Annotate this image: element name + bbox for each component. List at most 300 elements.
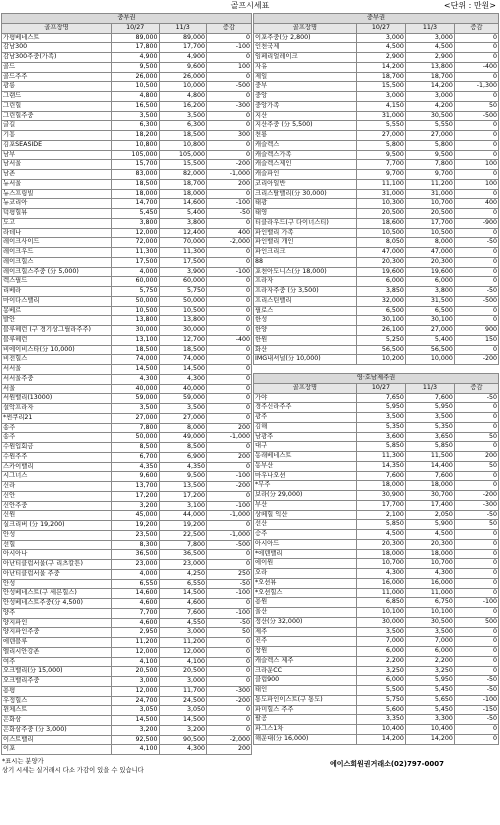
course-name: 크리스탈밸리(分 30,000) [254, 189, 357, 199]
table-row [254, 82, 499, 92]
table-row [2, 374, 252, 384]
price-1027: 11,300 [356, 452, 405, 462]
price-change: 0 [454, 140, 498, 150]
table-row [2, 179, 252, 189]
price-1027: 18,500 [112, 179, 160, 189]
price-1027: 7,600 [356, 471, 405, 481]
course-name: 마이다스밸리 [2, 296, 112, 306]
price-1027: 18,500 [112, 345, 160, 355]
course-name: 광주 [254, 413, 357, 423]
price-1027: 3,350 [356, 715, 405, 725]
price-1027: 14,600 [112, 589, 160, 599]
course-name: 남촌 [2, 170, 112, 180]
price-113: 3,900 [159, 267, 207, 277]
course-name: 파인밸리 가족 [254, 228, 357, 238]
column-header: 골프장명 [2, 23, 112, 33]
course-name: 남부 [2, 150, 112, 160]
price-113: 14,600 [159, 199, 207, 209]
price-1027: 11,200 [112, 638, 160, 648]
price-change: -1,000 [207, 433, 252, 443]
price-1027: 5,550 [356, 121, 405, 131]
price-113: 27,000 [405, 326, 454, 336]
table-row [2, 608, 252, 618]
course-name: 이스트밸리 [2, 735, 112, 745]
price-change: 50 [454, 520, 498, 530]
price-1027: 4,350 [112, 462, 160, 472]
price-1027: 4,300 [356, 569, 405, 579]
table-row [254, 277, 499, 287]
price-113: 14,500 [159, 589, 207, 599]
price-change: -50 [454, 686, 498, 696]
table-row [2, 199, 252, 209]
price-change: -50 [454, 510, 498, 520]
price-113: 2,050 [405, 510, 454, 520]
price-1027: 5,850 [356, 442, 405, 452]
table-row [2, 735, 252, 745]
price-change: 50 [454, 432, 498, 442]
course-name: 서서울 [2, 365, 112, 375]
price-113: 11,200 [405, 179, 454, 189]
price-change: 0 [454, 559, 498, 569]
table-row [2, 716, 252, 726]
price-1027: 14,200 [356, 62, 405, 72]
section-title: 영·호남제주권 [254, 374, 499, 384]
course-name: 용원 [254, 598, 357, 608]
price-113: 36,500 [159, 550, 207, 560]
price-113: 16,200 [159, 101, 207, 111]
table-row [2, 131, 252, 141]
price-change: -100 [454, 598, 498, 608]
course-name: 한원 [254, 335, 357, 345]
price-change: 0 [207, 355, 252, 365]
price-113: 50,000 [159, 296, 207, 306]
price-1027: 3,500 [356, 627, 405, 637]
price-1027: 4,500 [356, 43, 405, 53]
table-row [2, 462, 252, 472]
price-113: 17,200 [159, 491, 207, 501]
price-change: 0 [207, 413, 252, 423]
course-name: 감남300주중(가족) [2, 53, 112, 63]
price-change: 0 [454, 666, 498, 676]
price-1027: 19,200 [112, 521, 160, 531]
course-name: 은화삼 [2, 716, 112, 726]
price-113: 10,500 [405, 228, 454, 238]
price-change: 0 [207, 72, 252, 82]
price-1027: 56,500 [356, 345, 405, 355]
price-1027: 5,350 [356, 422, 405, 432]
course-name: 임페리얼레이크 [254, 53, 357, 63]
table-row [254, 355, 499, 365]
table-row [254, 335, 499, 345]
course-name: 그린힐주중 [2, 111, 112, 121]
table-row [254, 432, 499, 442]
price-113: 4,600 [159, 599, 207, 609]
price-change: 250 [207, 569, 252, 579]
price-change: 0 [207, 667, 252, 677]
price-113: 6,000 [405, 647, 454, 657]
price-113: 17,700 [159, 43, 207, 53]
price-change: -100 [207, 199, 252, 209]
table-row [254, 559, 499, 569]
price-change: 0 [207, 345, 252, 355]
price-1027: 59,000 [112, 394, 160, 404]
course-name: 제주 [254, 627, 357, 637]
price-113: 5,400 [405, 335, 454, 345]
course-name: 골드주주 [2, 72, 112, 82]
price-change: -200 [454, 491, 498, 501]
price-113: 56,500 [405, 345, 454, 355]
table-row [2, 696, 252, 706]
table-row [2, 569, 252, 579]
price-1027: 18,600 [356, 218, 405, 228]
table-row [254, 578, 499, 588]
price-1027: 18,000 [356, 549, 405, 559]
course-name: 화산 [254, 345, 357, 355]
price-change: -1,000 [207, 530, 252, 540]
table-row [2, 306, 252, 316]
price-1027: 6,300 [112, 121, 160, 131]
price-113: 105,000 [159, 150, 207, 160]
price-1027: 3,200 [112, 725, 160, 735]
price-1027: 6,000 [356, 277, 405, 287]
table-row [254, 238, 499, 248]
table-row [254, 500, 499, 510]
column-header: 증감 [454, 383, 498, 393]
price-1027: 13,700 [112, 482, 160, 492]
price-1027: 18,700 [356, 72, 405, 82]
price-113: 23,000 [159, 560, 207, 570]
price-113: 13,800 [159, 316, 207, 326]
course-name: 자유 [254, 62, 357, 72]
course-name: 골드 [2, 62, 112, 72]
price-change: 0 [454, 209, 498, 219]
course-name: 그랜드 [2, 92, 112, 102]
price-change: 0 [454, 53, 498, 63]
price-113: 82,000 [159, 170, 207, 180]
price-113: 30,700 [405, 491, 454, 501]
course-name: 설악프라자 [2, 404, 112, 414]
table-row [254, 92, 499, 102]
price-1027: 45,000 [112, 511, 160, 521]
column-header-row [2, 23, 252, 33]
price-change: 300 [207, 131, 252, 141]
price-change: 0 [454, 608, 498, 618]
course-name: 파인크리크 [254, 248, 357, 258]
price-1027: 105,000 [112, 150, 160, 160]
page-title: 골프시세표 [230, 1, 270, 10]
price-113: 5,850 [405, 442, 454, 452]
price-113: 14,500 [159, 716, 207, 726]
price-113: 3,800 [159, 218, 207, 228]
price-1027: 31,000 [356, 189, 405, 199]
price-change: 0 [454, 121, 498, 131]
table-row [254, 442, 499, 452]
price-113: 20,500 [405, 209, 454, 219]
price-change: -100 [207, 608, 252, 618]
table-row [254, 695, 499, 705]
price-1027: 8,500 [112, 443, 160, 453]
table-row [2, 404, 252, 414]
course-name: 캐슬렉스 제주 [254, 656, 357, 666]
price-113: 5,450 [405, 686, 454, 696]
price-change: 0 [454, 725, 498, 735]
price-1027: 9,500 [112, 62, 160, 72]
price-1027: 20,500 [356, 209, 405, 219]
table-row [254, 267, 499, 277]
price-change: -100 [207, 43, 252, 53]
price-113: 18,500 [159, 345, 207, 355]
price-1027: 10,500 [112, 306, 160, 316]
table-row [2, 277, 252, 287]
course-name: 실크리버 (分 19,200) [2, 521, 112, 531]
course-name: 선산 [254, 520, 357, 530]
course-name: 안성베네스트(구 세븐힐스) [2, 589, 112, 599]
price-113: 9,700 [405, 170, 454, 180]
price-change: 0 [454, 549, 498, 559]
table-row [254, 422, 499, 432]
course-name: 뉴스프링빌 [2, 189, 112, 199]
price-113: 18,500 [159, 131, 207, 141]
price-113: 8,500 [159, 443, 207, 453]
course-name: *오션뷰 [254, 578, 357, 588]
price-1027: 9,700 [356, 170, 405, 180]
course-name: 경주신라주주 [254, 403, 357, 413]
price-1027: 6,500 [356, 306, 405, 316]
course-name: 동래베네스트 [254, 452, 357, 462]
price-change: -200 [207, 160, 252, 170]
course-name: 88 [254, 257, 357, 267]
table-row [254, 53, 499, 63]
price-1027: 5,850 [356, 520, 405, 530]
price-change: -2,000 [207, 735, 252, 745]
course-name: 윈체스트 [2, 706, 112, 716]
course-name: *썬쿠리21 [2, 413, 112, 423]
table-row [254, 140, 499, 150]
price-1027: 30,000 [356, 617, 405, 627]
table-row [254, 345, 499, 355]
price-113: 11,700 [159, 686, 207, 696]
course-name: 기흥 [2, 131, 112, 141]
price-113: 2,200 [405, 656, 454, 666]
table-row [2, 355, 252, 365]
price-1027: 31,000 [356, 111, 405, 121]
course-name: 부산 [254, 500, 357, 510]
table-row [2, 579, 252, 589]
course-name: 라데나 [2, 228, 112, 238]
price-1027: 30,100 [356, 316, 405, 326]
price-113: 3,200 [159, 725, 207, 735]
table-row [254, 189, 499, 199]
price-change: 0 [454, 422, 498, 432]
price-1027: 40,000 [112, 384, 160, 394]
price-change: 500 [454, 617, 498, 627]
course-name: 프라자 [254, 277, 357, 287]
price-113: 4,300 [405, 569, 454, 579]
table-row [2, 384, 252, 394]
price-1027: 30,900 [356, 491, 405, 501]
price-1027: 26,000 [112, 72, 160, 82]
table-row [2, 365, 252, 375]
price-1027: 18,200 [112, 131, 160, 141]
course-name: 수원주주 [2, 452, 112, 462]
course-name: 용평 [2, 686, 112, 696]
section-gap [254, 365, 499, 374]
course-name: 시그너스 [2, 472, 112, 482]
table-row [254, 471, 499, 481]
table-row [2, 491, 252, 501]
price-113: 8,000 [405, 238, 454, 248]
price-change: -100 [207, 501, 252, 511]
price-1027: 18,000 [356, 481, 405, 491]
price-1027: 5,800 [356, 140, 405, 150]
table-row [2, 599, 252, 609]
course-name: 해운대(分 16,000) [254, 734, 357, 744]
price-113: 60,000 [159, 277, 207, 287]
price-change: -50 [207, 209, 252, 219]
course-name: 뉴서울 [2, 179, 112, 189]
table-row [254, 209, 499, 219]
price-1027: 6,000 [356, 676, 405, 686]
table-row [2, 140, 252, 150]
price-change: 0 [207, 560, 252, 570]
price-1027: 3,250 [356, 666, 405, 676]
course-name: 송추 [2, 423, 112, 433]
course-name: *무주 [254, 481, 357, 491]
price-change: -50 [207, 579, 252, 589]
price-change: -200 [207, 696, 252, 706]
footnote-presale: *표시는 분양가 [2, 758, 44, 765]
course-name: 신안주중 [2, 501, 112, 511]
course-name: 비에이비스타(分 10,000) [2, 345, 112, 355]
table-row [2, 160, 252, 170]
table-row [2, 111, 252, 121]
table-row [254, 257, 499, 267]
price-113: 30,500 [405, 617, 454, 627]
price-change: -500 [207, 82, 252, 92]
course-name: 몽베르 [2, 306, 112, 316]
price-113: 6,000 [405, 277, 454, 287]
price-113: 15,500 [159, 160, 207, 170]
price-change: 0 [454, 170, 498, 180]
price-change: -1,000 [207, 170, 252, 180]
table-row [2, 257, 252, 267]
price-change: 0 [207, 287, 252, 297]
price-113: 19,200 [159, 521, 207, 531]
course-name: 레이크사이드 [2, 238, 112, 248]
price-113: 6,550 [159, 579, 207, 589]
price-change: 0 [207, 365, 252, 375]
course-name: 마우나오션 [254, 471, 357, 481]
table-row [2, 316, 252, 326]
price-change: 200 [207, 745, 252, 755]
price-change: 50 [207, 628, 252, 638]
course-name: 프리스틴밸리 [254, 296, 357, 306]
price-1027: 16,500 [112, 101, 160, 111]
price-change: -1,300 [454, 82, 498, 92]
table-row [2, 248, 252, 258]
price-113: 3,800 [405, 287, 454, 297]
table-row [2, 452, 252, 462]
price-change: 0 [454, 72, 498, 82]
price-113: 30,100 [405, 316, 454, 326]
section-title: 중부권 [254, 14, 499, 24]
table-row [2, 53, 252, 63]
price-113: 6,750 [405, 598, 454, 608]
price-113: 18,000 [159, 189, 207, 199]
price-change: -300 [207, 101, 252, 111]
price-1027: 12,000 [112, 686, 160, 696]
course-name: 리베라 [2, 287, 112, 297]
table-row [254, 228, 499, 238]
price-113: 18,700 [405, 72, 454, 82]
price-113: 31,500 [405, 296, 454, 306]
table-row [2, 189, 252, 199]
price-113: 4,250 [159, 569, 207, 579]
course-name: 안성 [2, 579, 112, 589]
price-113: 3,500 [405, 413, 454, 423]
price-113: 12,400 [159, 228, 207, 238]
price-1027: 72,000 [112, 238, 160, 248]
price-1027: 14,350 [356, 461, 405, 471]
price-113: 10,700 [405, 199, 454, 209]
price-change: 200 [454, 452, 498, 462]
course-name: 은화삼주중 (分 3,000) [2, 725, 112, 735]
price-1027: 10,200 [356, 355, 405, 365]
price-113: 17,500 [159, 257, 207, 267]
table-row [254, 131, 499, 141]
table-row [254, 62, 499, 72]
table-row [2, 530, 252, 540]
table-row [254, 520, 499, 530]
left-column [1, 13, 252, 755]
price-113: 5,450 [405, 705, 454, 715]
table-row [2, 287, 252, 297]
price-1027: 14,500 [112, 716, 160, 726]
section-central [2, 14, 252, 24]
course-name: 수원입회금 [2, 443, 112, 453]
course-name: 파그스1차 [254, 725, 357, 735]
course-name: IMG내셔널(分 10,000) [254, 355, 357, 365]
course-name: 우정힐스 [2, 696, 112, 706]
course-name: 천룡 [254, 131, 357, 141]
course-name: 도고 [2, 218, 112, 228]
price-change: 0 [454, 656, 498, 666]
price-113: 6,900 [159, 452, 207, 462]
course-name: 포천아도니스(分 18,000) [254, 267, 357, 277]
course-name: 태영 [254, 209, 357, 219]
price-113: 11,500 [405, 452, 454, 462]
table-row [2, 511, 252, 521]
price-113: 13,500 [159, 482, 207, 492]
price-113: 9,500 [159, 472, 207, 482]
table-row [2, 423, 252, 433]
course-name: *에덴밸리 [254, 549, 357, 559]
course-name: 가야 [254, 393, 357, 403]
course-name: 필로스 [254, 306, 357, 316]
price-change: 400 [454, 199, 498, 209]
column-header: 증감 [454, 23, 498, 33]
course-name: 오크밸리(分 15,000) [2, 667, 112, 677]
price-change: 0 [454, 316, 498, 326]
table-row [254, 569, 499, 579]
price-change: -400 [454, 62, 498, 72]
contact-info: 에이스회원권거래소(02)797-0007 [330, 760, 444, 768]
price-change: -100 [207, 589, 252, 599]
price-113: 13,800 [405, 62, 454, 72]
course-name: 지산주중 (分 5,500) [254, 121, 357, 131]
course-name: 중부 [254, 82, 357, 92]
price-113: 4,350 [159, 462, 207, 472]
